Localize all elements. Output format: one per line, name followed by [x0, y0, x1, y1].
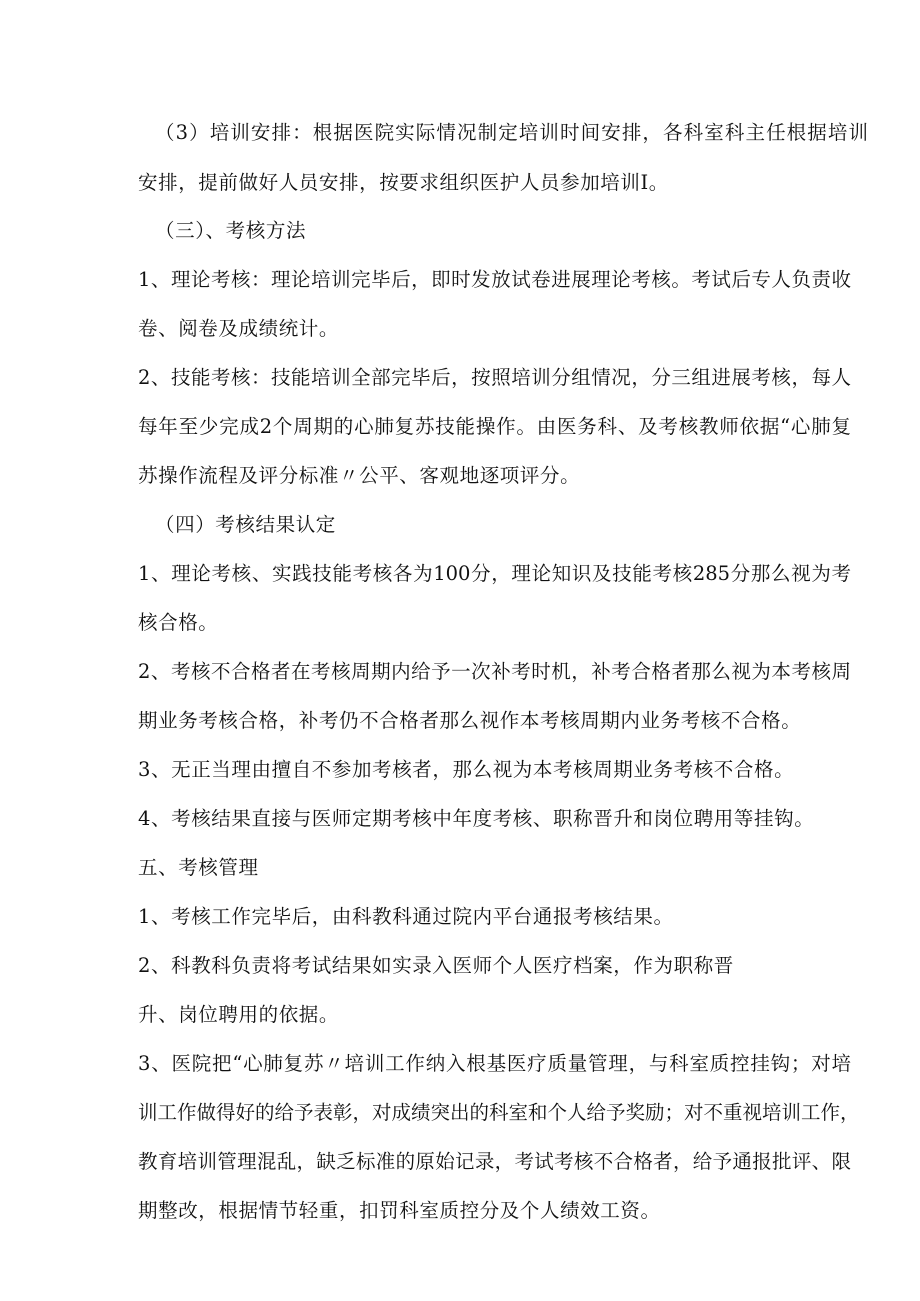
paragraph-skill-assessment-line-2: 每年至少完成2个周期的心肺复苏技能操作。由医务科、及考核教师依据“心肺复 — [138, 415, 851, 438]
paragraph-skill-assessment-line-3: 苏操作流程及评分标准〃公平、客观地逐项评分。 — [138, 464, 581, 487]
paragraph-skill-assessment-line-1: 2、技能考核：技能培训全部完毕后，按照培训分组情况，分三组进展考核，每人 — [138, 366, 851, 389]
paragraph-result-rule-2-line-1: 2、考核不合格者在考核周期内给予一次补考时机，补考合格者那么视为本考核周 — [138, 660, 851, 683]
paragraph-management-rule-3-line-1: 3、医院把“心肺复苏〃培训工作纳入根基医疗质量管理，与科室质控挂钩；对培 — [138, 1052, 851, 1075]
section-heading-assessment-method: （三）、考核方法 — [155, 219, 307, 242]
paragraph-management-rule-2-line-2: 升、岗位聘用的依据。 — [138, 1003, 340, 1026]
paragraph-training-arrangement-line-1: （3）培训安排：根据医院实际情况制定培训时间安排，各科室科主任根据培训 — [155, 121, 868, 144]
section-heading-assessment-management: 五、考核管理 — [138, 856, 259, 879]
paragraph-result-rule-3: 3、无正当理由擅自不参加考核者，那么视为本考核周期业务考核不合格。 — [138, 758, 795, 781]
paragraph-training-arrangement-line-2: 安排，提前做好人员安排，按要求组织医护人员参加培训I。 — [138, 171, 669, 194]
paragraph-management-rule-3-line-3: 教育培训管理混乱，缺乏标准的原始记录，考试考核不合格者，给予通报批评、限 — [138, 1150, 851, 1173]
paragraph-result-rule-2-line-2: 期业务考核合格，补考仍不合格者那么视作本考核周期内业务考核不合格。 — [138, 709, 802, 732]
paragraph-management-rule-2-line-1: 2、科教科负责将考试结果如实录入医师个人医疗档案，作为职称晋 — [138, 954, 734, 977]
paragraph-management-rule-1: 1、考核工作完毕后，由科教科通过院内平台通报考核结果。 — [138, 905, 674, 928]
paragraph-theory-assessment-line-2: 卷、阅卷及成绩统计。 — [138, 317, 340, 340]
section-heading-result-determination: （四）考核结果认定 — [155, 513, 336, 536]
paragraph-management-rule-3-line-2: 训工作做得好的给予表彰，对成绩突出的科室和个人给予奖励；对不重视培训工作， — [138, 1101, 860, 1124]
paragraph-result-rule-1-line-1: 1、理论考核、实践技能考核各为100分，理论知识及技能考核285分那么视为考 — [138, 562, 851, 585]
paragraph-result-rule-1-line-2: 核合格。 — [138, 611, 219, 634]
paragraph-theory-assessment-line-1: 1、理论考核：理论培训完毕后，即时发放试卷进展理论考核。考试后专人负责收 — [138, 268, 851, 291]
paragraph-management-rule-3-line-4: 期整改，根据情节轻重，扣罚科室质控分及个人绩效工资。 — [138, 1199, 661, 1222]
paragraph-result-rule-4: 4、考核结果直接与医师定期考核中年度考核、职称晋升和岗位聘用等挂钩。 — [138, 807, 815, 830]
